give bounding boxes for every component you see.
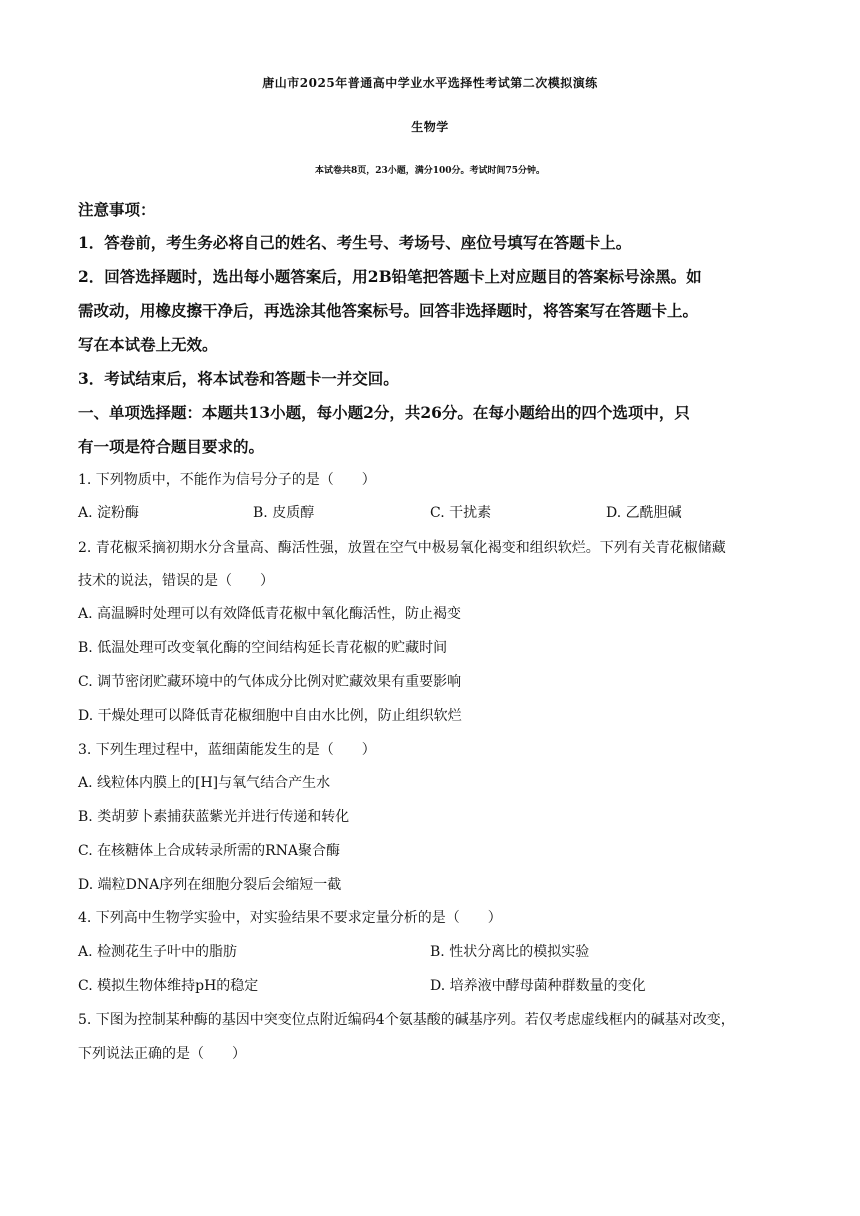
- notice-item-1: 1．答卷前，考生务必将自己的姓名、考生号、考场号、座位号填写在答题卡上。: [78, 233, 632, 252]
- question-4-option-c: C. 模拟生物体维持pH的稳定: [78, 978, 259, 994]
- question-2-option-d: D. 干燥处理可以降低青花椒细胞中自由水比例，防止组织软烂: [78, 708, 462, 724]
- question-4-option-d: D. 培养液中酵母菌种群数量的变化: [430, 978, 646, 994]
- question-3-stem: 3. 下列生理过程中，蓝细菌能发生的是（ ）: [78, 742, 376, 758]
- question-3-option-a: A. 线粒体内膜上的[H]与氧气结合产生水: [78, 775, 331, 791]
- question-1-option-c: C. 干扰素: [430, 505, 492, 521]
- question-2-option-b: B. 低温处理可改变氧化酶的空间结构延长青花椒的贮藏时间: [78, 640, 448, 656]
- section-heading-line-2: 有一项是符合题目要求的。: [78, 437, 265, 456]
- question-1-stem: 1. 下列物质中，不能作为信号分子的是（ ）: [78, 472, 376, 488]
- question-4-option-a: A. 检测花生子叶中的脂肪: [78, 944, 238, 960]
- question-2-option-c: C. 调节密闭贮藏环境中的气体成分比例对贮藏效果有重要影响: [78, 674, 462, 690]
- question-5-stem-line-2: 下列说法正确的是（ ）: [78, 1046, 246, 1062]
- question-3-option-b: B. 类胡萝卜素捕获蓝紫光并进行传递和转化: [78, 809, 350, 825]
- question-1-option-d: D. 乙酰胆碱: [606, 505, 682, 521]
- question-3-option-c: C. 在核糖体上合成转录所需的RNA聚合酶: [78, 843, 341, 859]
- question-2-option-a: A. 高温瞬时处理可以有效降低青花椒中氧化酶活性，防止褐变: [78, 606, 462, 622]
- notice-item-2-line-1: 2．回答选择题时，选出每小题答案后，用2B铅笔把答题卡上对应题目的答案标号涂黑。如: [78, 267, 702, 286]
- section-heading-line-1: 一、单项选择题：本题共13小题，每小题2分，共26分。在每小题给出的四个选项中，只: [78, 403, 690, 422]
- question-4-stem: 4. 下列高中生物学实验中，对实验结果不要求定量分析的是（ ）: [78, 910, 502, 926]
- question-4-option-b: B. 性状分离比的模拟实验: [430, 944, 590, 960]
- question-5-stem-line-1: 5. 下图为控制某种酶的基因中突变位点附近编码4个氨基酸的碱基序列。若仅考虑虚线框内的碱基对改变，: [78, 1012, 735, 1028]
- question-1-option-b: B. 皮质醇: [253, 505, 315, 521]
- question-1-option-a: A. 淀粉酶: [78, 505, 140, 521]
- subject-title: 生物学: [411, 120, 449, 134]
- exam-info: 本试卷共8页，23小题，满分100分。考试时间75分钟。: [314, 166, 546, 176]
- notice-item-2-line-3: 写在本试卷上无效。: [78, 335, 218, 354]
- question-2-stem-line-1: 2. 青花椒采摘初期水分含量高、酶活性强，放置在空气中极易氧化褐变和组织软烂。下列有关青花椒储藏: [78, 540, 726, 556]
- notice-heading: 注意事项：: [78, 200, 156, 219]
- question-3-option-d: D. 端粒DNA序列在细胞分裂后会缩短一截: [78, 877, 342, 893]
- question-2-stem-line-2: 技术的说法，错误的是（ ）: [78, 573, 274, 589]
- notice-item-2-line-2: 需改动，用橡皮擦干净后，再选涂其他答案标号。回答非选择题时，将答案写在答题卡上。: [78, 301, 699, 320]
- notice-item-3: 3．考试结束后，将本试卷和答题卡一并交回。: [78, 369, 399, 388]
- exam-title: 唐山市2025年普通高中学业水平选择性考试第二次模拟演练: [262, 76, 598, 90]
